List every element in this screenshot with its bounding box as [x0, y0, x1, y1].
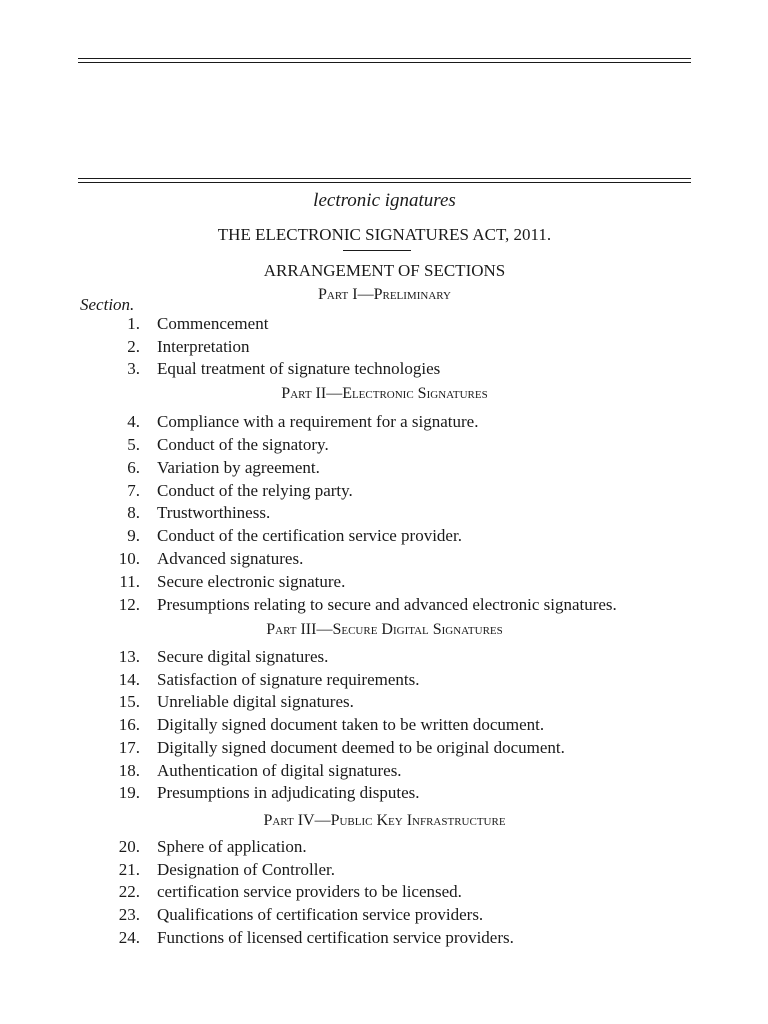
section-number: 9. — [127, 526, 140, 545]
section-title: Presumptions relating to secure and advanced electronic signatures. — [157, 595, 617, 614]
section-title: Conduct of the signatory. — [157, 435, 329, 454]
section-title: Unreliable digital signatures. — [157, 692, 354, 711]
section-number: 19. — [118, 783, 140, 802]
section-number: 2. — [127, 337, 140, 356]
toc-entry — [0, 314, 768, 336]
toc-entry — [0, 860, 768, 882]
section-title: Secure digital signatures. — [157, 647, 329, 666]
section-title: Authentication of digital signatures. — [157, 761, 402, 780]
section-title: Conduct of the relying party. — [157, 481, 353, 500]
section-title: Satisfaction of signature requirements. — [157, 670, 420, 689]
act-title: THE ELECTRONIC SIGNATURES ACT, 2011. — [217, 225, 552, 244]
section-title: Presumptions in adjudicating disputes. — [157, 783, 420, 802]
toc-entry — [0, 549, 768, 571]
section-title: Trustworthiness. — [157, 503, 271, 522]
toc-entry — [0, 692, 768, 714]
section-title: Interpretation — [157, 337, 250, 356]
section-number: 4. — [127, 412, 140, 431]
section-number: 23. — [118, 905, 140, 924]
part-heading: Part IV—Public Key Infrastructure — [263, 812, 506, 829]
toc-entry — [0, 905, 768, 927]
section-number: 14. — [118, 670, 140, 689]
toc-entry — [0, 435, 768, 457]
top-double-rule — [78, 58, 691, 63]
toc-entry — [0, 595, 768, 617]
section-number: 22. — [118, 882, 140, 901]
section-number: 24. — [118, 928, 140, 947]
toc-entry — [0, 837, 768, 859]
toc-entry — [0, 458, 768, 480]
section-title: Sphere of application. — [157, 837, 307, 856]
section-title: certification service providers to be licensed. — [157, 882, 462, 901]
section-title: Compliance with a requirement for a signature. — [157, 412, 479, 431]
section-number: 16. — [118, 715, 140, 734]
header-double-rule — [78, 178, 691, 183]
section-title: Functions of licensed certification service providers. — [157, 928, 514, 947]
section-number: 7. — [127, 481, 140, 500]
section-title: Equal treatment of signature technologies — [157, 359, 441, 378]
section-title: Commencement — [157, 314, 269, 333]
section-title: Digitally signed document taken to be written document. — [157, 715, 545, 734]
toc-entry — [0, 359, 768, 381]
section-number: 6. — [127, 458, 140, 477]
toc-entry — [0, 738, 768, 760]
toc-entry — [0, 412, 768, 434]
toc-entry — [0, 783, 768, 805]
section-number: 11. — [119, 572, 140, 591]
part-heading: Part II—Electronic Signatures — [281, 385, 488, 402]
section-number: 3. — [127, 359, 140, 378]
section-title: Variation by agreement. — [157, 458, 320, 477]
section-title: Advanced signatures. — [157, 549, 304, 568]
section-title: Conduct of the certification service provider. — [157, 526, 462, 545]
toc-entry — [0, 572, 768, 594]
toc-entry — [0, 715, 768, 737]
part-heading: Part I—Preliminary — [318, 286, 451, 303]
toc-entry — [0, 928, 768, 950]
section-number: 17. — [118, 738, 140, 757]
toc-entry — [0, 647, 768, 669]
toc-entry — [0, 526, 768, 548]
toc-entry — [0, 761, 768, 783]
section-column-label: Section. — [80, 295, 135, 314]
section-number: 1. — [127, 314, 140, 333]
section-title: Designation of Controller. — [157, 860, 336, 879]
section-number: 10. — [118, 549, 140, 568]
toc-entry — [0, 882, 768, 904]
section-number: 5. — [127, 435, 140, 454]
toc-entry — [0, 337, 768, 359]
section-number: 15. — [118, 692, 140, 711]
arrangement-heading: ARRANGEMENT OF SECTIONS — [263, 261, 506, 280]
running-head: lectronic ignatures — [313, 190, 456, 211]
toc-entry — [0, 670, 768, 692]
section-number: 18. — [118, 761, 140, 780]
section-title: Digitally signed document deemed to be original document. — [157, 738, 565, 757]
section-number: 8. — [127, 503, 140, 522]
section-number: 20. — [118, 837, 140, 856]
toc-entry — [0, 481, 768, 503]
part-heading: Part III—Secure Digital Signatures — [266, 621, 503, 638]
section-number: 13. — [118, 647, 140, 666]
title-underline — [343, 250, 411, 251]
section-title: Secure electronic signature. — [157, 572, 346, 591]
section-number: 12. — [118, 595, 140, 614]
section-title: Qualifications of certification service providers. — [157, 905, 484, 924]
toc-entry — [0, 503, 768, 525]
section-number: 21. — [118, 860, 140, 879]
